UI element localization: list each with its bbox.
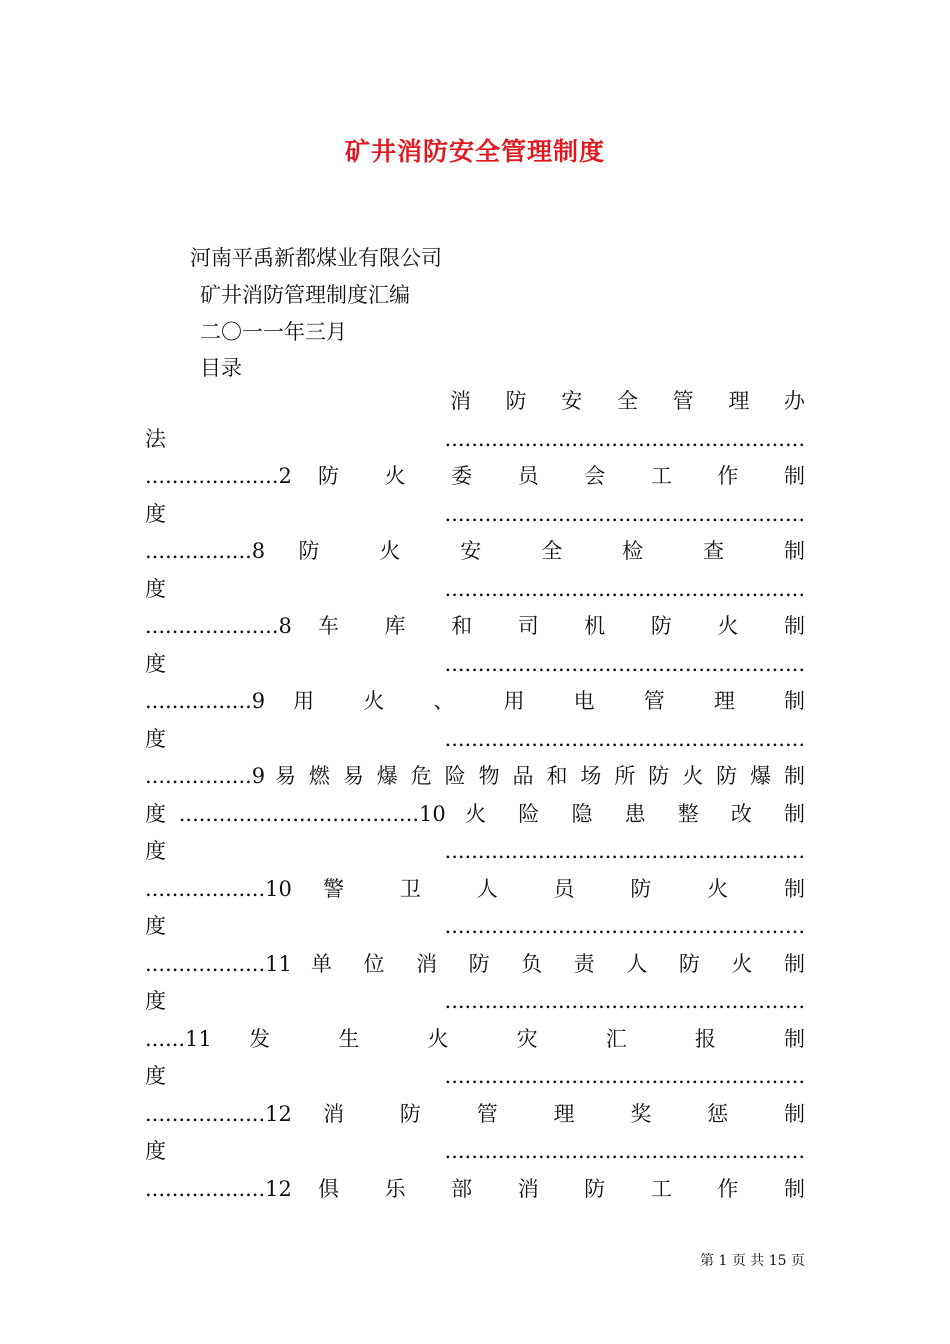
toc-line: ..................11 单 位 消 防 负 责 人 防 火 制 (145, 951, 805, 976)
toc-line: ................8 防 火 安 全 检 查 制 (145, 539, 805, 563)
company-name: 河南平禹新都煤业有限公司 (190, 246, 442, 270)
toc-line: ......11 发 生 火 灾 汇 报 制 (145, 1026, 805, 1051)
issue-date: 二〇一一年三月 (200, 320, 347, 344)
toc-line: ....................2 防 火 委 员 会 工 作 制 (145, 464, 805, 488)
toc-line: 消 防 安 全 管 理 办 (449, 389, 805, 413)
toc-line: 度...................................................... (145, 914, 805, 938)
toc-line: 度...................................................... (145, 726, 805, 751)
toc-heading: 目录 (200, 356, 242, 380)
toc-line: ..................12 消 防 管 理 奖 惩 制 (145, 1101, 805, 1126)
document-title: 矿井消防安全管理制度 (344, 137, 605, 166)
toc-line: 度...................................................... (145, 576, 805, 601)
collection-name: 矿井消防管理制度汇编 (200, 283, 410, 307)
page-footer: 第 1 页 共 15 页 (700, 1253, 805, 1269)
toc-line: 度...................................................... (145, 839, 805, 863)
toc-line: 度....................................10 火 险 隐 患 整 改 制 (145, 801, 805, 826)
toc-line: 度...................................................... (145, 1139, 805, 1163)
toc-line: 度...................................................... (145, 1064, 805, 1088)
toc-line: ................9 用 火 、 用 电 管 理 制 (145, 689, 805, 713)
toc-line: 度...................................................... (145, 651, 805, 676)
toc-line: 度...................................................... (145, 989, 805, 1013)
toc-line: ....................8 车 库 和 司 机 防 火 制 (145, 614, 805, 638)
toc-line: ..................12 俱 乐 部 消 防 工 作 制 (145, 1176, 805, 1201)
table-of-contents (145, 383, 805, 1208)
toc-line: ..................10 警 卫 人 员 防 火 制 (145, 876, 805, 901)
toc-line: 度...................................................... (145, 501, 805, 526)
toc-line: 法...................................................... (145, 426, 805, 451)
toc-line: ................9 易 燃 易 爆 危 险 物 品 和 场 所 防 火 防 爆 制 (145, 764, 805, 788)
